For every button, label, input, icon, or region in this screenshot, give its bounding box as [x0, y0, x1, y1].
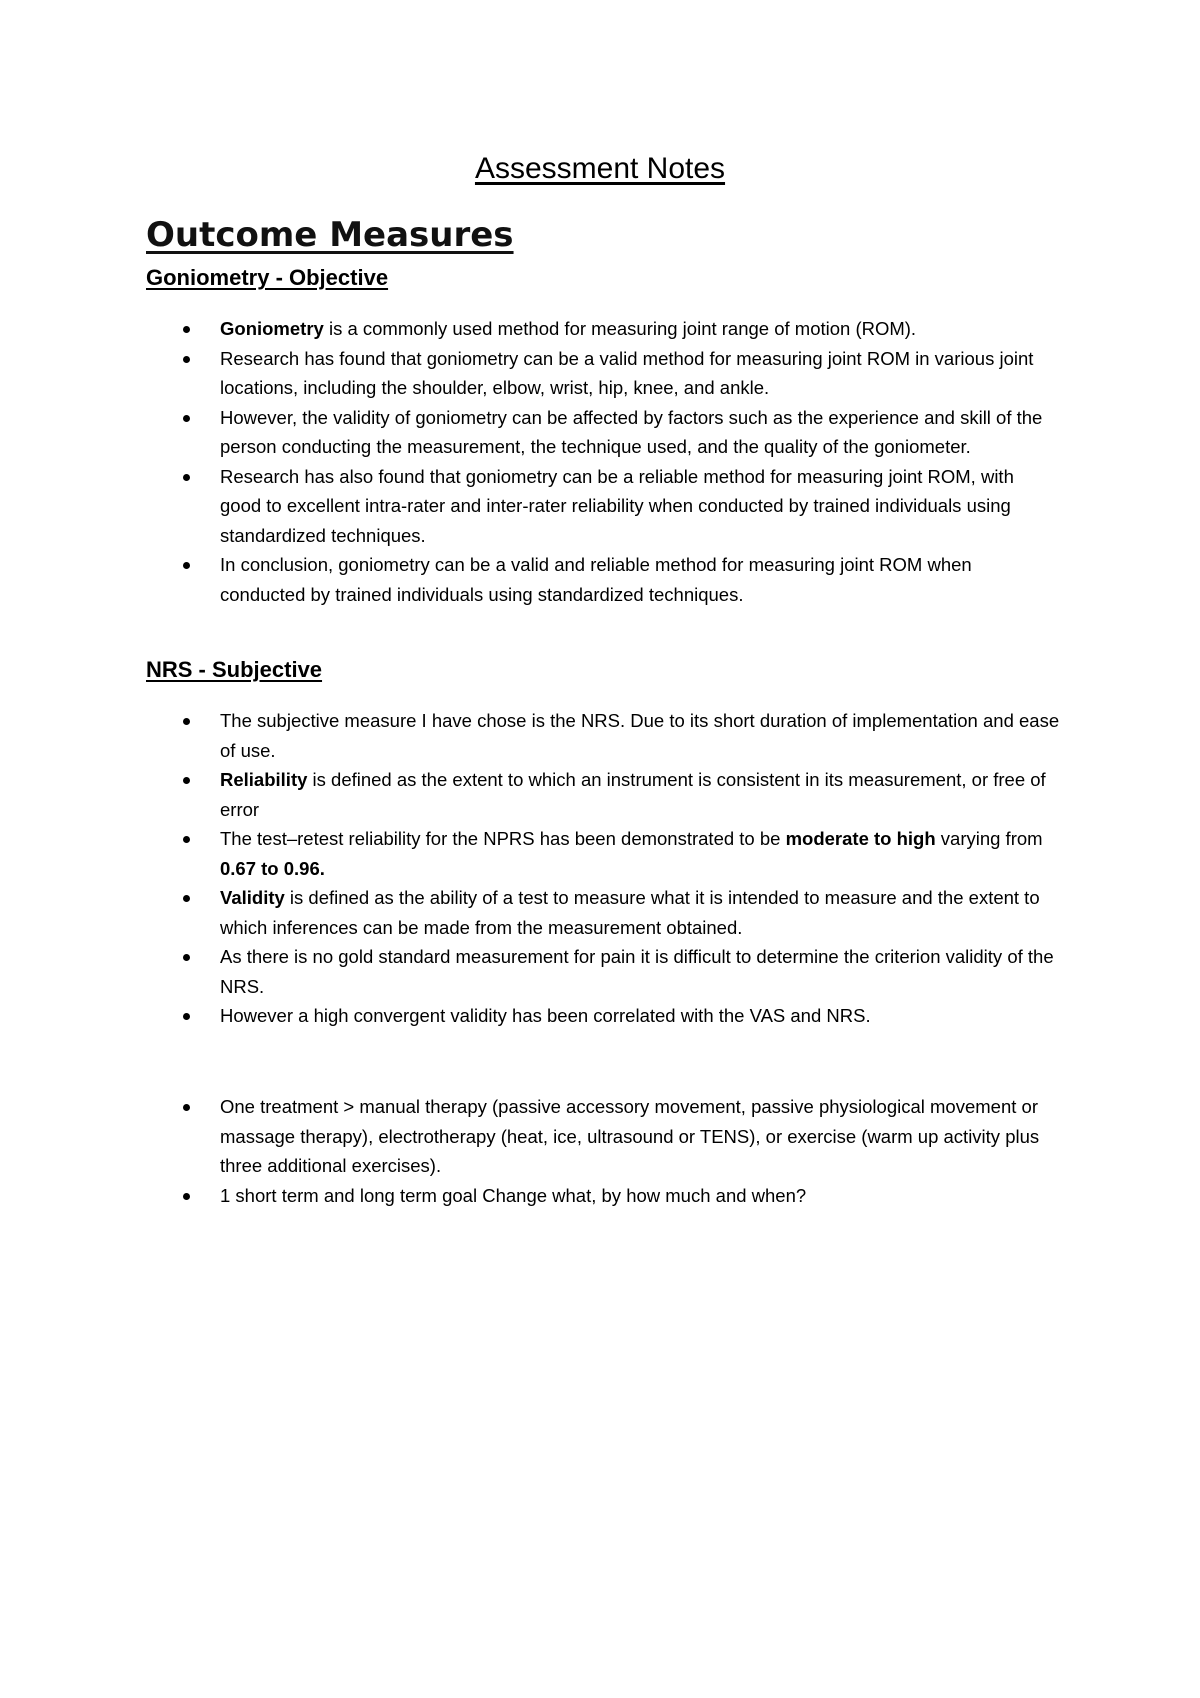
- nrs-heading: NRS - Subjective: [146, 657, 323, 682]
- bullet-icon: [183, 895, 190, 902]
- list-item-text: The test–retest reliability for the NPRS has been demonstrated to be: [220, 828, 786, 849]
- bullet-icon: [183, 1013, 190, 1020]
- goniometry-heading: Goniometry - Objective: [146, 265, 389, 290]
- list-item-text: One treatment > manual therapy (passive accessory movement, passive physiological movement or massage therapy), electrotherapy (heat, ice, ultrasound or TENS), or exercise (warm up activity plus three additional exercises).: [220, 1096, 1040, 1176]
- list-item-text: 1 short term and long term goal Change what, by how much and when?: [220, 1184, 807, 1206]
- list-item-text: In conclusion, goniometry can be a valid and reliable method for measuring joint ROM when conducted by trained individuals using standardized techniques.: [220, 554, 972, 605]
- bold-term: 0.67 to 0.96.: [220, 857, 325, 879]
- list-item-text: However a high convergent validity has been correlated with the VAS and NRS.: [220, 1005, 871, 1026]
- bold-term: Goniometry: [220, 318, 324, 339]
- list-item: [0, 403, 1200, 462]
- list-item: [0, 706, 1200, 765]
- bullet-icon: [183, 415, 190, 422]
- treatment-goal-bullet-list: [0, 1092, 1200, 1210]
- goniometry-bullet-list: [0, 314, 1200, 609]
- bullet-icon: [183, 777, 190, 784]
- bold-term: Reliability: [220, 769, 308, 790]
- bullet-icon: [183, 326, 190, 333]
- document-title: Assessment Notes: [474, 152, 726, 185]
- section-heading-outcome-measures: Outcome Measures: [146, 215, 514, 255]
- nrs-bullet-list: [0, 706, 1200, 1031]
- bold-term: Validity: [220, 887, 285, 908]
- list-item: [0, 462, 1200, 551]
- bullet-icon: [183, 1104, 190, 1111]
- bullet-icon: [183, 836, 190, 843]
- list-item-text: The subjective measure I have chose is the NRS. Due to its short duration of implementation and ease of use.: [220, 710, 1060, 761]
- list-item: [0, 1001, 1200, 1031]
- bold-term: moderate to high: [785, 828, 936, 849]
- list-item-text: Research has also found that goniometry can be a reliable method for measuring joint ROM, with good to excellent intra-rater and inter-rater reliability when conducted by trained individuals using standardized techniques.: [220, 465, 1014, 546]
- list-item: [0, 314, 1200, 344]
- list-item: [0, 765, 1200, 824]
- list-item: [0, 1181, 1200, 1211]
- bullet-icon: [183, 562, 190, 569]
- list-item-text: varying from: [935, 828, 1043, 849]
- list-item-text: Research has found that goniometry can be a valid method for measuring joint ROM in various joint locations, including the shoulder, elbow, wrist, hip, knee, and ankle.: [220, 347, 1034, 398]
- list-item-text: As there is no gold standard measurement for pain it is difficult to determine the criterion validity of the NRS.: [220, 946, 1054, 997]
- list-item: [0, 344, 1200, 403]
- bullet-icon: [183, 356, 190, 363]
- bullet-icon: [183, 718, 190, 725]
- bullet-icon: [183, 954, 190, 961]
- list-item-text: is defined as the ability of a test to measure what it is intended to measure and the extent to which inferences can be made from the measurement obtained.: [220, 887, 1040, 938]
- bullet-icon: [183, 474, 190, 481]
- list-item-text: However, the validity of goniometry can be affected by factors such as the experience and skill of the person conducting the measurement, the technique used, and the quality of the goniometer.: [220, 406, 1043, 457]
- list-item: [0, 824, 1200, 883]
- list-item: [0, 942, 1200, 1001]
- list-item: [0, 550, 1200, 609]
- list-item-text: is defined as the extent to which an instrument is consistent in its measurement, or free of error: [220, 769, 1046, 820]
- list-item: [0, 1092, 1200, 1181]
- list-item-text: is a commonly used method for measuring joint range of motion (ROM).: [323, 318, 917, 339]
- list-item: [0, 883, 1200, 942]
- bullet-icon: [183, 1193, 190, 1200]
